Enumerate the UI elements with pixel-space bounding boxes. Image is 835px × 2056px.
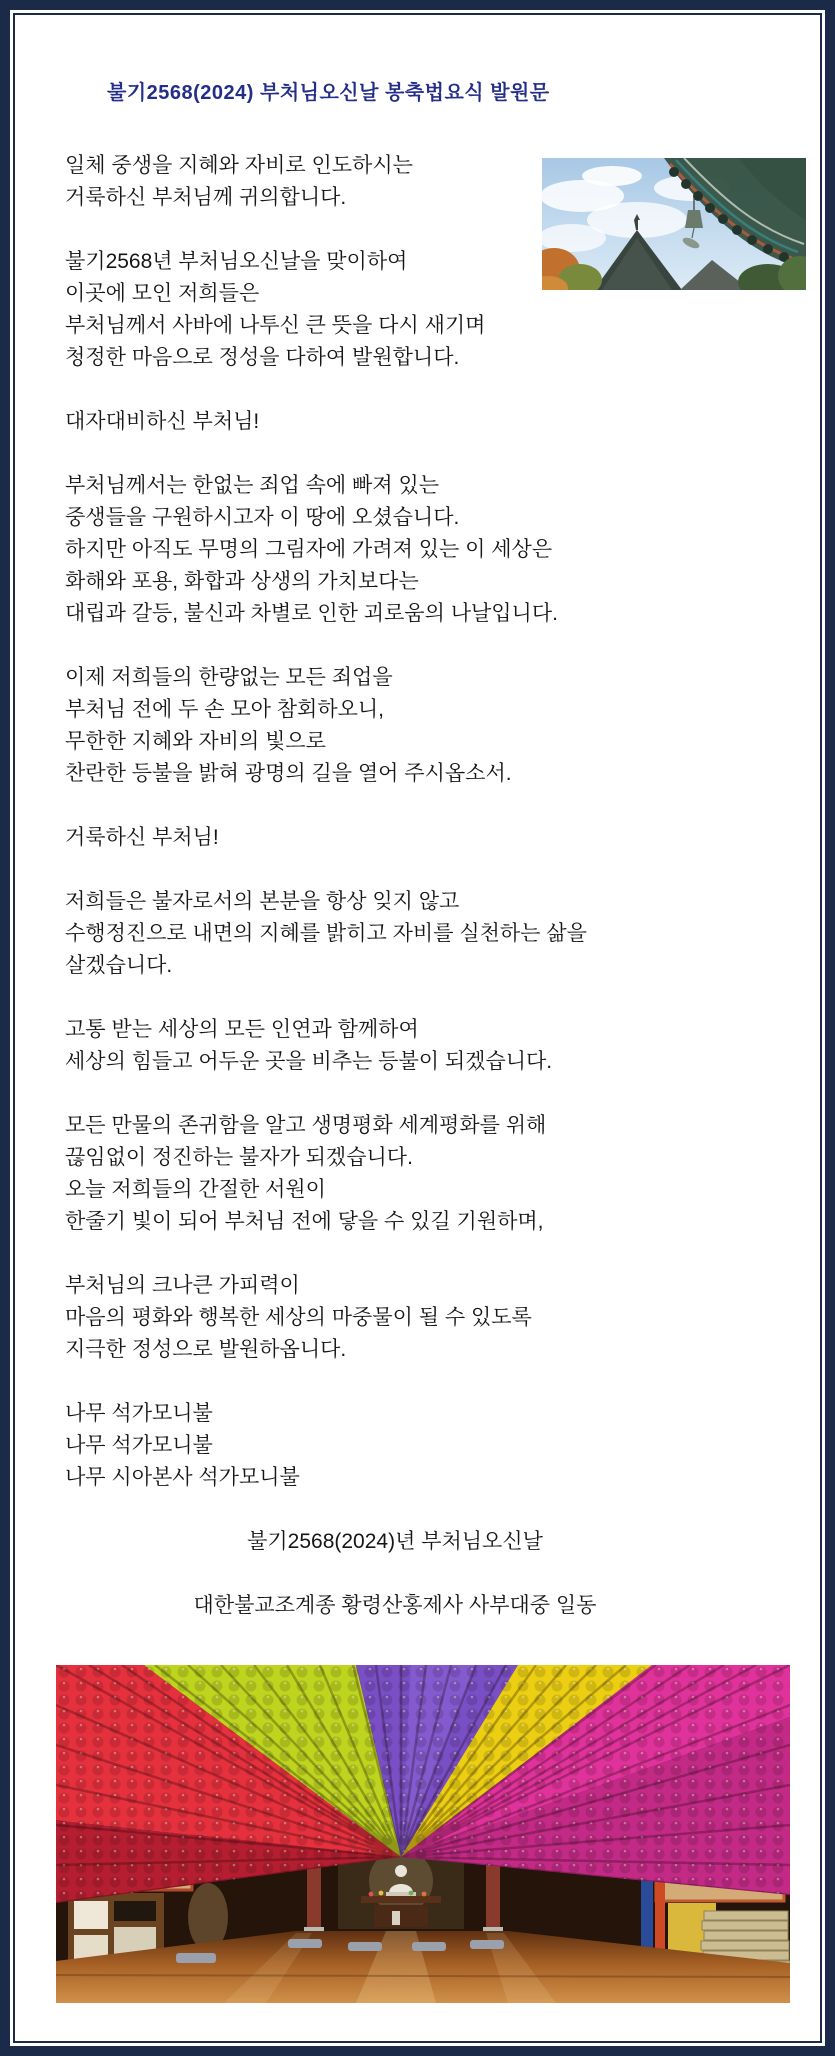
text-line: 나무 시아본사 석가모니불: [65, 1466, 300, 1489]
text-line: 불기2568년 부처님오신날을 맞이하여: [65, 250, 408, 273]
paragraph: [65, 822, 725, 854]
text-line: 마음의 평화와 행복한 세상의 마중물이 될 수 있도록: [65, 1306, 532, 1329]
prayer-text: [65, 150, 725, 1654]
text-line: 이제 저희들의 한량없는 모든 죄업을: [65, 666, 393, 689]
text-line: 세상의 힘들고 어두운 곳을 비추는 등불이 되겠습니다.: [65, 1050, 553, 1073]
text-line: 부처님의 크나큰 가피력이: [65, 1274, 300, 1297]
text-line: 오늘 저희들의 간절한 서원이: [65, 1178, 326, 1201]
date-line: [65, 1526, 725, 1558]
text-line: 찬란한 등불을 밝혀 광명의 길을 열어 주시옵소서.: [65, 762, 512, 785]
paragraph: [65, 406, 725, 438]
text-line: 중생들을 구원하시고자 이 땅에 오셨습니다.: [65, 506, 460, 529]
text-line: 화해와 포용, 화합과 상생의 가치보다는: [65, 570, 419, 593]
page-title: 불기2568(2024) 부처님오신날 봉축법요식 발원문: [107, 82, 550, 104]
text-line: 나무 석가모니불: [65, 1434, 213, 1457]
text-line: 대한불교조계종 황령산홍제사 사부대중 일동: [193, 1594, 597, 1617]
text-line: 부처님 전에 두 손 모아 참회하오니,: [65, 698, 385, 721]
text-line: 대자대비하신 부처님!: [65, 410, 260, 433]
text-line: 청정한 마음으로 정성을 다하여 발원합니다.: [65, 346, 460, 369]
text-line: 일체 중생을 지혜와 자비로 인도하시는: [65, 154, 413, 177]
text-line: 한줄기 빛이 되어 부처님 전에 닿을 수 있길 기원하며,: [65, 1210, 544, 1233]
paragraph: [65, 1110, 725, 1238]
paragraph: [65, 1014, 725, 1078]
lantern-hall-photo: [56, 1665, 790, 2003]
text-line: 거룩하신 부처님!: [65, 826, 219, 849]
signature-line: [65, 1590, 725, 1622]
text-line: 대립과 갈등, 불신과 차별로 인한 괴로움의 나날입니다.: [65, 602, 558, 625]
text-line: 무한한 지혜와 자비의 빛으로: [65, 730, 326, 753]
text-line: 이곳에 모인 저희들은: [65, 282, 260, 305]
paragraph: [65, 246, 725, 374]
paragraph: [65, 662, 725, 790]
text-line: 모든 만물의 존귀함을 알고 생명평화 세계평화를 위해: [65, 1114, 547, 1137]
paragraph: [65, 470, 725, 630]
text-line: 저희들은 불자로서의 본분을 항상 잊지 않고: [65, 890, 460, 913]
text-line: 불기2568(2024)년 부처님오신날: [247, 1530, 543, 1553]
paragraph: [65, 150, 725, 214]
text-line: 거룩하신 부처님께 귀의합니다.: [65, 186, 347, 209]
text-line: 나무 석가모니불: [65, 1402, 213, 1425]
text-line: 고통 받는 세상의 모든 인연과 함께하여: [65, 1018, 419, 1041]
text-line: 부처님께서 사바에 나투신 큰 뜻을 다시 새기며: [65, 314, 486, 337]
text-line: 수행정진으로 내면의 지혜를 밝히고 자비를 실천하는 삶을: [65, 922, 587, 945]
text-line: 끊임없이 정진하는 불자가 되겠습니다.: [65, 1146, 413, 1169]
paragraph: [65, 1270, 725, 1366]
text-line: 부처님께서는 한없는 죄업 속에 빠져 있는: [65, 474, 440, 497]
text-line: 하지만 아직도 무명의 그림자에 가려져 있는 이 세상은: [65, 538, 553, 561]
paragraph: [65, 1398, 725, 1494]
paragraph: [65, 886, 725, 982]
text-line: 지극한 정성으로 발원하옵니다.: [65, 1338, 347, 1361]
text-line: 살겠습니다.: [65, 954, 173, 977]
